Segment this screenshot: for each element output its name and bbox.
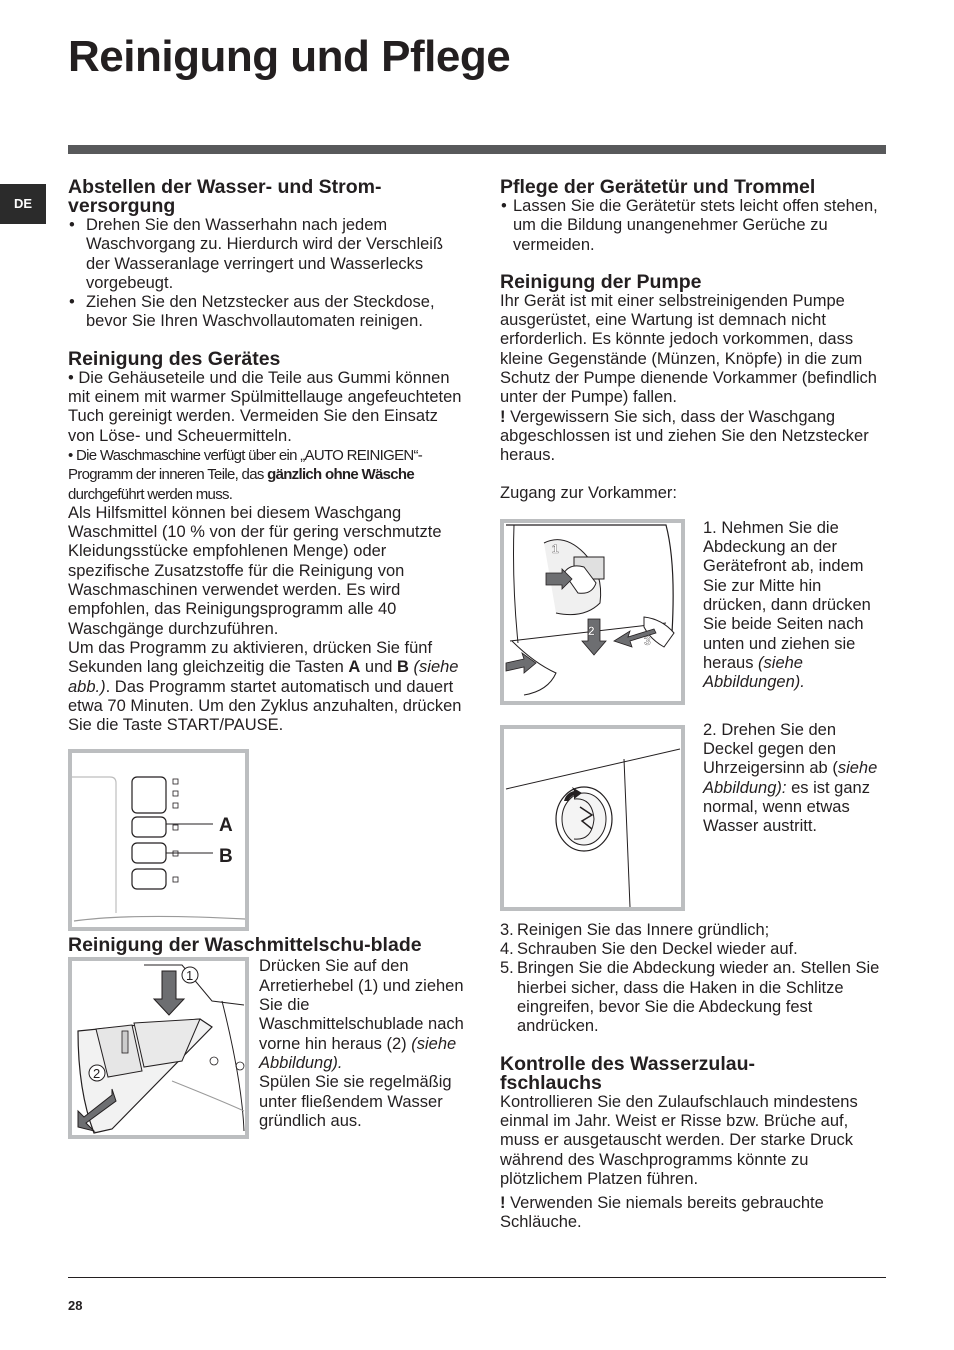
access-label: Zugang zur Vorkammer: [500,483,677,502]
heading-pump-cleaning: Reinigung der Pumpe [500,270,702,293]
figure-unscrew-lid [500,725,685,911]
drawer-step-2: 2 [93,1066,101,1082]
device-cleaning-p2: • Die Waschmaschine verfügt über ein „AUTO REINIGEN“-Programm der inneren Teile, das gänzlich ohne Wäsche durchgeführt werden muss. [68,446,423,503]
heading-drawer-cleaning: Reinigung der Waschmittelschu-blade [68,934,422,957]
button-label-b: B [219,846,233,868]
page-number: 28 [68,1298,83,1313]
pump-step-1: 1 [552,541,559,556]
left-column [68,178,468,1139]
page-title: Reinigung und Pflege [68,32,511,81]
figure-control-buttons [68,749,249,931]
drawer-text-1: Drücken Sie auf den Arretierhebel (1) und ziehen Sie die Waschmittelschublade nach vorne hin heraus (2) (siehe Abbildung). [259,957,464,1072]
water-power-list [68,216,468,332]
door-drum-list [500,197,890,255]
button-label-a: A [219,815,233,837]
figure-detergent-drawer [68,957,249,1139]
heading-device-cleaning: Reinigung des Gerätes [68,347,281,370]
list-item: • Lassen Sie die Gerätetür stets leicht offen stehen, um die Bildung unangenehmer Gerüche zu vermeiden. [500,197,890,255]
footer-rule [68,1277,886,1278]
heading-water-power: Abstellen der Wasser- und Strom-versorgung [68,176,382,217]
pump-step-3: 3 [644,633,651,648]
drawer-text-2: Spülen Sie sie regelmäßig unter fließendem Wasser gründlich aus. [259,1073,452,1130]
pump-text: Ihr Gerät ist mit einer selbstreinigenden Pumpe ausgerüstet, eine Wartung ist demnach nicht erforderlich. Es könnte jedoch vorkommen, dass kleine Gegenstände (Münzen, Knöpfe) in die zum Schutz der Pumpe dienende Vorkammer (befindlich unter der Pumpe) fallen. [500,291,877,407]
list-item: 4. Schrauben Sie den Deckel wieder auf. [500,940,798,959]
list-item: • Ziehen Sie den Netzstecker aus der Steckdose, bevor Sie Ihren Waschvollautomaten reinigen. [68,293,468,332]
pump-step-2: 2 [588,623,595,638]
device-cleaning-p3: Als Hilfsmittel können bei diesem Waschgang Waschmittel (10 % von der für gering verschmutzte Kleidungsstücke empfohlenen Menge) oder spezifische Zusatzstoffe für die Reinigung von Waschmaschinen verwendet werden. Es wird empfohlen, das Reinigungsprogramm alle 40 Waschgänge durchzuführen. [68,503,442,638]
list-item: 3. Reinigen Sie das Innere gründlich; [500,920,770,939]
hose-warning: ! Verwenden Sie niemals bereits gebrauchte Schläuche. [500,1194,824,1232]
list-item: 5. Bringen Sie die Abdeckung wieder an. Stellen Sie hierbei sicher, dass die Haken in die Schlitze eingreifen, bevor Sie die Abdeckung fest andrücken. [500,959,880,1036]
title-rule [68,145,886,154]
list-item: • Drehen Sie den Wasserhahn nach jedem Waschvorgang zu. Hierdurch wird der Verschleiß der Wasseranlage verringert und Wasserlecks vorgebeugt. [68,216,468,293]
drawer-step-1: 1 [186,968,194,984]
language-tab: DE [0,184,46,224]
pump-steps-list [500,921,890,1037]
device-cleaning-p4: Um das Programm zu aktivieren, drücken Sie fünf Sekunden lang gleichzeitig die Tasten A und B (siehe abb.). Das Programm startet automatisch und dauert etwa 70 Minuten. Um den Zyklus anzuhalten, drücken Sie die Taste START/PAUSE. [68,638,462,735]
hose-text: Kontrollieren Sie den Zulaufschlauch mindestens einmal im Jahr. Weist er Risse bzw. Brüche auf, muss er ausgetauscht werden. Der starke Druck während des Waschprogramms könnte zu plötzlichem Platzen führen. [500,1092,858,1188]
pump-warning: ! Vergewissern Sie sich, dass der Waschgang abgeschlossen ist und ziehen Sie den Netzstecker heraus. [500,407,869,465]
step-2-text: 2. Drehen Sie den Deckel gegen den Uhrzeigersinn ab (siehe Abbildung): es ist ganz normal, wenn etwas Wasser austritt. [703,720,878,836]
heading-door-drum: Pflege der Gerätetür und Trommel [500,176,816,198]
device-cleaning-p1: • Die Gehäuseteile und die Teile aus Gummi können mit einem mit warmer Spülmittellauge angefeuchteten Tuch gereinigt werden. Vermeiden Sie den Einsatz von Löse- und Scheuermitteln. [68,368,462,445]
right-column [500,178,890,1233]
heading-inlet-hose: Kontrolle des Wasserzulau-fschlauchs [500,1052,755,1094]
step-1-text: 1. Nehmen Sie die Abdeckung an der Gerätefront ab, indem Sie zur Mitte hin drücken, dann drücken Sie beide Seiten nach unten und ziehen sie heraus (siehe Abbildungen). [703,518,871,692]
figure-remove-cover [500,519,685,705]
